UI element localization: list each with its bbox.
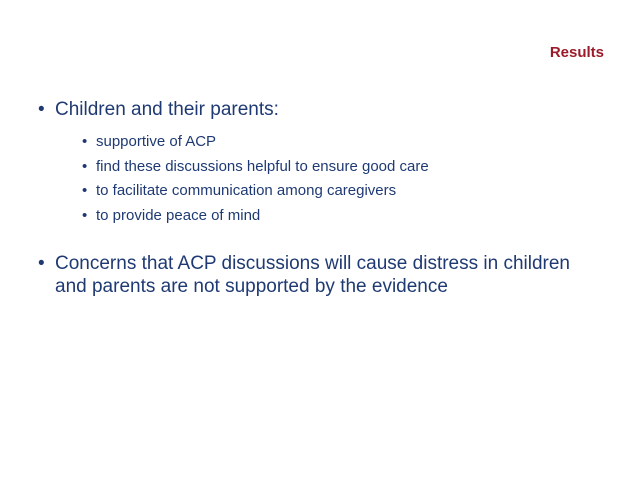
bullet-text: Concerns that ACP discussions will cause distress in children and parents are not supported by the evidence <box>55 253 570 297</box>
bullet-icon: • <box>38 99 45 120</box>
bullet-icon: • <box>38 253 45 274</box>
sub-bullet-text: supportive of ACP <box>96 133 217 150</box>
bullet-list <box>38 98 598 298</box>
bullet-icon: • <box>82 157 88 175</box>
bullet-point-children-parents <box>38 98 598 228</box>
sub-bullet-text: to provide peace of mind <box>96 206 261 224</box>
bullet-text: Children and their parents: <box>55 99 279 120</box>
bullet-icon: • <box>82 133 88 150</box>
sub-bullet-list <box>55 130 598 228</box>
sub-bullet-item <box>55 130 598 155</box>
sub-bullet-item <box>55 155 598 180</box>
bullet-icon: • <box>82 182 88 199</box>
sub-bullet-item <box>55 204 598 229</box>
sub-bullet-text: to facilitate communication among caregivers <box>96 182 397 199</box>
sub-bullet-item <box>55 179 598 204</box>
bullet-icon: • <box>82 206 88 224</box>
sub-bullet-text: find these discussions helpful to ensure good care <box>96 157 429 175</box>
slide-title: Results <box>549 44 604 61</box>
bullet-point-concerns <box>38 252 598 298</box>
